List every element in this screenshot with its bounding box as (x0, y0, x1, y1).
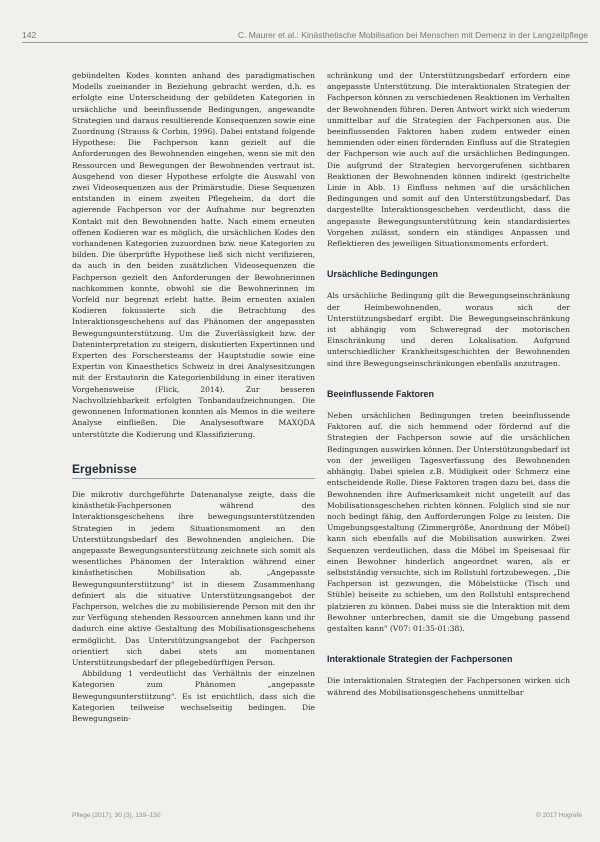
subheading-interaktionale-strategien: Interaktionale Strategien der Fachpersonen (327, 654, 513, 665)
footer-citation: Pflege (2017), 30 (3), 139–150 (72, 812, 161, 819)
running-title: C. Maurer et al.: Kinästhetische Mobilisation bei Menschen mit Demenz in der Langzeitpflege (237, 30, 588, 40)
running-header (22, 28, 588, 43)
footer-copyright: © 2017 Hogrefe (536, 812, 582, 819)
left-column (72, 70, 315, 724)
results-paragraph-1: Die mikrotiv durchgeführte Datenanalyse zeigte, dass die kinästhetik-Fachpersonen während des Interaktionsgeschehens ihre bewegungsunterstützenden Strategien in jedem Situationsmoment an den Unterstützungsbedarf des Bewohnenden angleichen. Die angepasste Bewegungsunterstützung zeichnete sich somit als wesentliches Phänomen der Interaktion während einer kinästhetischen Mobilisation ab. „Angepasste Bewegungsunterstützung" ist in diesem Zusammenhang definiert als die situative Unterstützungsangebot der Fachperson, welches die zu mobilisierende Person mit den ihr zur Verfügung stehenden Ressourcen annehmen kann und ihr dadurch eine aktive Gestaltung des Mobilisationsgeschehens ermöglicht. Das Unterstützungsangebot der Fachperson orientiert sich dabei stets am momentanen Unterstützungsbedarf der pflegebedürftigen Person. (72, 489, 315, 667)
right-column (327, 70, 570, 698)
results-paragraph-2: Abbildung 1 verdeutlicht das Verhältnis der einzelnen Kategorien zum Phänomen „angepasste Bewegungsunterstützung". Es ist ersichtlich, dass sich die Kategorien teilweise wechselseitig bedingen. Die Bewegungsein- (72, 669, 315, 723)
beeinflussende-faktoren-paragraph: Neben ursächlichen Bedingungen treten beeinflussende Faktoren auf, die sich hemmend oder fördernd auf die Strategien der Fachperson sowie auf die ursächlichen Bedingungen auswirken können. Der Unterstützungsbedarf ist von der jeweiligen Tagesverfassung des Bewohnenden abhängig. Dabei spielen z.B. Müdigkeit oder Schmerz eine entscheidende Rolle. Diese Faktoren tragen dazu bei, dass die Bewohnenden ihre Aufmerksamkeit nicht ungeteilt auf das Mobilisationsgeschehen richten können. Folglich sind sie nur noch bedingt fähig, den Aufforderungen Folge zu leisten. Die Umgebungsgestaltung (Zimmergröße, Anordnung der Möbel) kann sich ebenfalls auf die Mobilisation auswirken. Zwei Sequenzen verdeutlichen, dass die Möbel im Speisesaal für einen Bewohner hinderlich angeordnet waren, als er selbstständig versuchte, sich im Rollstuhl fortzubewegen. „Die Fachperson ist gezwungen, die Möbelstücke (Tisch und Stühle) beiseite zu schieben, um den Rollstuhl entsprechend platzieren zu können. Dabei muss sie die Interaktion mit dem Bewohner unterbrechen, damit sie die Umgebung passend gestalten kann" (V07: 01:35-01:38). (327, 411, 570, 633)
subheading-beeinflussende-faktoren: Beeinflussende Faktoren (327, 388, 435, 399)
methods-paragraph: gebündelten Kodes konnten anhand des paradigmatischen Modells zueinander in Beziehung gebracht werden, d.h. es erfolgte eine Unterscheidung der gebildeten Kategorien in ursächliche und beeinflussende Bedingungen, angewandte Strategien und daraus resultierende Konsequenzen sowie eine Zuordnung (Strauss & Corbin, 1996). Dabei entstand folgende Hypothese: Die Fachperson kann gezielt auf die Anforderungen des Bewohnenden eingehen, wenn sie mit den Ressourcen und Bewegungen der Bewohnenden vertraut ist. Ausgehend von dieser Hypothese erfolgte die Auswahl von zwei Videosequenzen aus der Primärstudie. Diese Sequenzen entstanden in einem zweiten Pflegeheim, da dort die agierende Fachperson vor der Aufnahme nur begrenzten Kontakt mit den Bewohnenden hatte. Nach einem erneuten offenen Kodieren war es möglich, die ursächlichen Kodes den vorhandenen Kategorien zuzuordnen bzw. neue Kategorien zu bilden. Die überprüfte Hypothese ließ sich nicht verifizieren, da auch in den beiden zusätzlichen Videosequenzen die Fachperson gezielt den Anforderungen der Bewohnerinnen nachkommen konnte, obwohl sie die Bewohnerinnen im Vorfeld nur begrenzt erlebt hatte. Beim erneuten axialen Kodieren fokussierte sich die Betrachtung des Interaktionsgeschehens auf das Phänomen der angepassten Bewegungsunterstützung. Um die Zuverlässigkeit bzw. der Dateninterpretation zu steigern, diskutierten Expertinnen und Experten des Forschersteams der Hauptstudie sowie eine Expertin von Kinaesthetics Schweiz in drei Analysesitzungen mit der Erstautorin die Kategorienbildung in einer iterativen Vorgehensweise (Flick, 2014). Zur besseren Nachvollziehbarkeit erfolgten Tonbandaufzeichnungen. Die gewonnenen Informationen konnten als Memos in die weitere Analyse einfließen. Die Analysesoftware MAXQDA unterstützte die Kodierung und Klassifizierung. (72, 71, 315, 439)
page-number: 142 (22, 30, 37, 40)
ursaechliche-bedingungen-paragraph: Als ursächliche Bedingung gilt die Bewegungseinschränkung der Heimbewohnenden, woraus sich der Unterstützungsbedarf ergibt. Die Bewegungseinschränkung ist abhängig vom Schweregrad der motorischen Einschränkung und deren Lokalisation. Aufgrund unterschiedlicher Krankheitsgeschichten der Bewohnenden sind ihre Bewegungseinschränkungen ebenfalls anzutragen. (327, 291, 570, 368)
interaktionale-strategien-paragraph: Die interaktionalen Strategien der Fachpersonen wirken sich während des Mobilisationsgeschehens unmittelbar (327, 676, 570, 697)
section-heading-ergebnisse: Ergebnisse (72, 464, 315, 479)
subheading-ursaechliche-bedingungen: Ursächliche Bedingungen (327, 269, 439, 280)
results-continued-paragraph: schränkung und der Unterstützungsbedarf erfordern eine angepasste Unterstützung. Die interaktionalen Strategien der Fachperson können zu verschiedenen Reaktionen im Verhalten der Bewohnenden führen. Deren Antwort wirkt sich wiederum unmittelbar auf die Strategien der Fachpersonen aus. Die beeinflussenden Faktoren haben zudem entweder einen hemmenden oder einen fördernden Einfluss auf die Strategien der Fachperson wie auch auf die ursächlichen Bedingungen. Die aufgrund der Strategien hervorgerufenen sichtbaren Reaktionen der Bewohnenden können indirekt (gestrichelte Linie in Abb. 1) Einfluss nehmen auf die ursächlichen Bedingungen und somit auf den Unterstützungsbedarf. Das dargestellte Interaktionsgeschehen verdeutlicht, dass die angepasste Bewegungsunterstützung kein standardisiertes Vorgehen zulässt, sondern ein ständiges Anpassen und Reflektieren des jeweiligen Situationsmoments erfordert. (327, 71, 570, 249)
